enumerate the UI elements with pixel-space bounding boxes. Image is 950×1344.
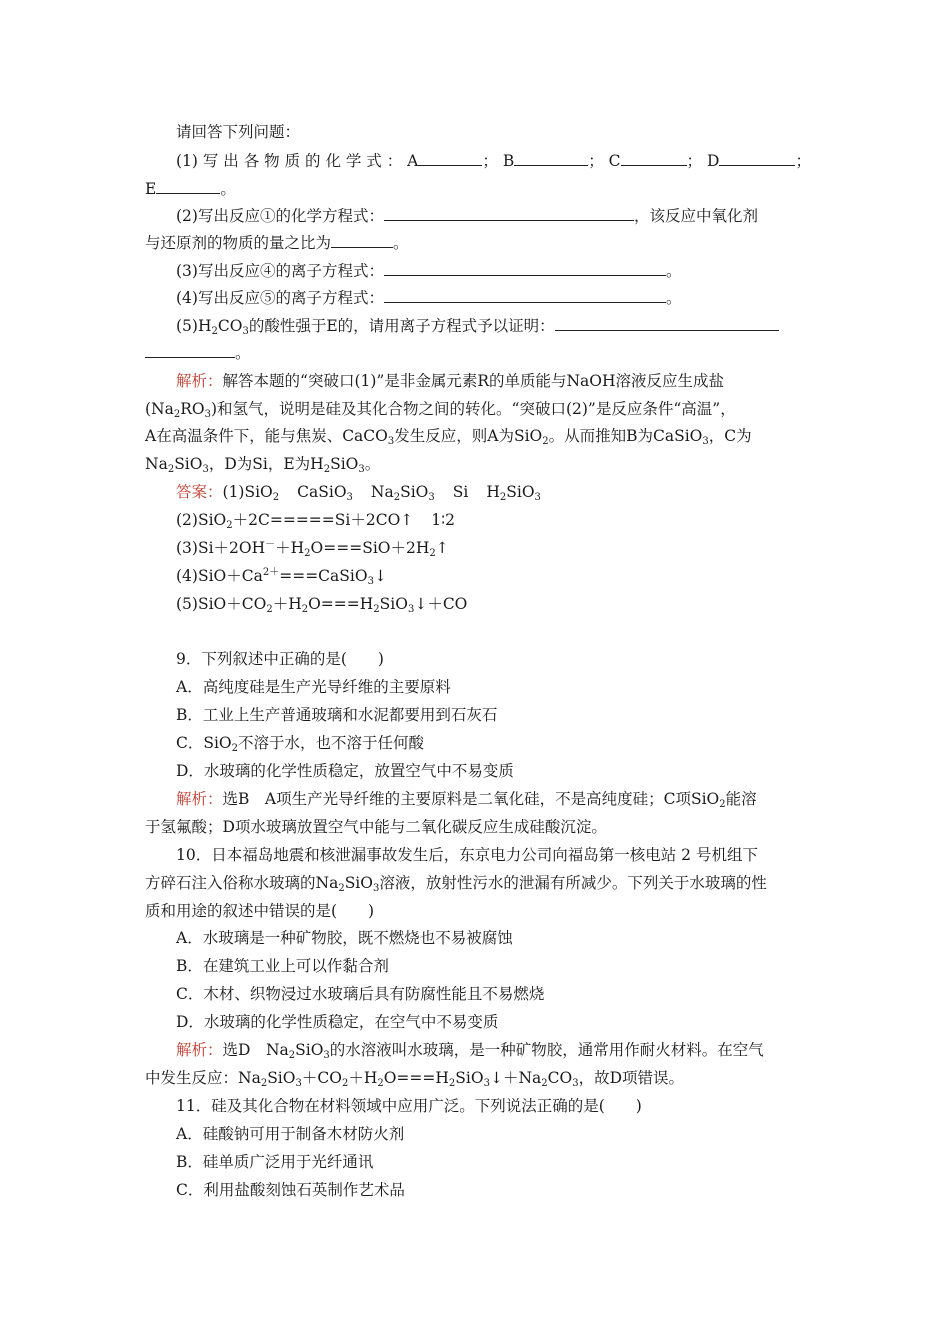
analysis-8-line-2: $(Na_2RO_3)$和氢气，说明是硅及其化合物之间的转化。“突破口(2)”是反应条件“高温”，	[145, 400, 736, 420]
answer-8-line-2: (2)SiO$_2$＋2C=====Si＋2CO↑ 1∶2	[176, 511, 456, 531]
analysis-9-line-1: 解析：选B A项生产光导纤维的主要原料是二氧化硅，不是高纯度硅；C项SiO$_2$能溶	[176, 790, 757, 810]
question-10-option-d: D．水玻璃的化学性质稳定，在空气中不易变质	[176, 1013, 499, 1031]
question-11-option-b: B．硅单质广泛用于光纤通讯	[176, 1153, 374, 1171]
question-11-option-a: A．硅酸钠可用于制备木材防火剂	[176, 1125, 405, 1143]
answer-8-line-1: 答案：(1)SiO$_2$ CaSiO$_3$ $Na_2SiO_3$ Si $H_2SiO_3$	[176, 483, 541, 503]
question-10-stem-3: 质和用途的叙述中错误的是( )	[145, 902, 375, 920]
question-10-option-c: C．木材、织物浸过水玻璃后具有防腐性能且不易燃烧	[176, 985, 545, 1003]
question-11-stem: 11．硅及其化合物在材料领域中应用广泛。下列说法正确的是( )	[176, 1097, 642, 1115]
question-1-cont: E 。	[145, 180, 236, 198]
analysis-8-line-1: 解析：解答本题的“突破口(1)”是非金属元素R的单质能与NaOH溶液反应生成盐	[176, 372, 725, 390]
question-10-stem-1: 10．日本福岛地震和核泄漏事故发生后，东京电力公司向福岛第一核电站 2 号机组下	[176, 846, 758, 864]
question-9-stem: 9．下列叙述中正确的是( )	[176, 650, 384, 668]
question-10-option-a: A．水玻璃是一种矿物胶，既不燃烧也不易被腐蚀	[176, 929, 513, 947]
answer-8-line-4: $(4)SiO+Ca^{2+}===CaSiO_3↓$	[176, 567, 387, 587]
question-5-cont: 。	[145, 342, 251, 364]
analysis-label: 解析：	[176, 1041, 223, 1059]
analysis-8-line-3: A在高温条件下，能与焦炭、CaCO$_3$发生反应，则A为SiO$_2$。从而推知B为CaSiO$_3$，C为	[145, 427, 752, 447]
intro-text: 请回答下列问题：	[176, 123, 301, 141]
question-9-option-b: B．工业上生产普通玻璃和水泥都要用到石灰石	[176, 706, 498, 724]
question-9-option-d: D．水玻璃的化学性质稳定，放置空气中不易变质	[176, 762, 514, 780]
question-4: (4)写出反应⑤的离子方程式： 。	[176, 289, 682, 307]
question-2-cont: 与还原剂的物质的量之比为 。	[145, 234, 409, 252]
question-11-option-c: C．利用盐酸刻蚀石英制作艺术品	[176, 1181, 405, 1199]
question-10-option-b: B．在建筑工业上可以作黏合剂	[176, 957, 389, 975]
answer-label: 答案：	[176, 483, 223, 501]
analysis-10-line-2: 中发生反应：$Na_2SiO_3+CO_2+H_2O===H_2SiO_3↓+Na_2CO_3$，故D项错误。	[145, 1069, 685, 1089]
analysis-label: 解析：	[176, 372, 223, 390]
analysis-label: 解析：	[176, 790, 223, 808]
analysis-9-line-2: 于氢氟酸；D项水玻璃放置空气中能与二氧化碳反应生成硅酸沉淀。	[145, 818, 607, 836]
answer-8-line-5: $(5)SiO+CO_2+H_2O===H_2SiO_3↓+CO$	[176, 595, 468, 615]
answer-8-line-3: $(3)Si+2OH^-+H_2O===SiO+2H_2↑$	[176, 539, 449, 559]
analysis-8-line-4: $Na_2SiO_3$，D为Si，E为$H_2SiO_3$。	[145, 455, 381, 475]
question-9-option-c: C．SiO$_2$不溶于水，也不溶于任何酸	[176, 734, 425, 754]
question-2: (2)写出反应①的化学方程式： ，该反应中氧化剂	[176, 207, 758, 225]
question-3: (3)写出反应④的离子方程式： 。	[176, 262, 682, 280]
question-5: $(5)H_2CO_3$的酸性强于E的，请用离子方程式予以证明：	[176, 315, 779, 337]
question-9-option-a: A．高纯度硅是生产光导纤维的主要原料	[176, 678, 451, 696]
question-1: (1) 写 出 各 物 质 的 化 学 式 ： A ； B ； C ； D ；	[176, 152, 811, 170]
analysis-10-line-1: 解析：选D $Na_2SiO_3$的水溶液叫水玻璃，是一种矿物胶，通常用作耐火材料。在空气	[176, 1041, 764, 1061]
question-10-stem-2: 方碎石注入俗称水玻璃的$Na_2SiO_3$溶液，放射性污水的泄漏有所减少。下列关于水玻璃的性	[145, 874, 767, 894]
